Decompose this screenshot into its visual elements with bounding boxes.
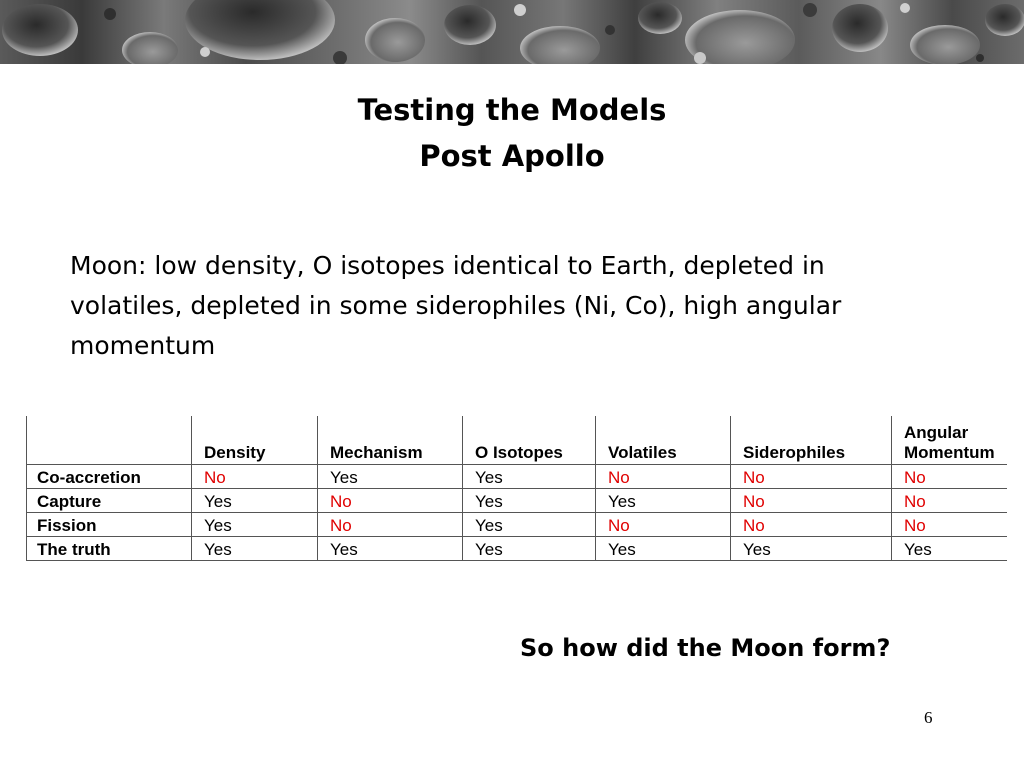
- table-header-cell: O Isotopes: [463, 416, 596, 465]
- table-cell: Yes: [596, 537, 731, 561]
- table-cell: Yes: [318, 465, 463, 489]
- table-cell: Yes: [463, 489, 596, 513]
- moon-surface-banner: [0, 0, 1024, 64]
- table-cell: Yes: [192, 537, 318, 561]
- moon-surface-image: [0, 0, 1024, 64]
- table-row-label: Capture: [27, 489, 192, 513]
- table-cell: Yes: [463, 537, 596, 561]
- table-cell: No: [318, 489, 463, 513]
- table-row-label: The truth: [27, 537, 192, 561]
- table-header-cell: Volatiles: [596, 416, 731, 465]
- table-header-cell: [27, 416, 192, 465]
- table-header-row: [27, 416, 1008, 465]
- table-cell: Yes: [463, 513, 596, 537]
- table-header-cell: Mechanism: [318, 416, 463, 465]
- table-row: [27, 537, 1008, 561]
- table-cell: No: [192, 465, 318, 489]
- table-row: [27, 513, 1008, 537]
- table-cell: Yes: [731, 537, 892, 561]
- table-cell: No: [731, 465, 892, 489]
- table-cell: Yes: [463, 465, 596, 489]
- model-comparison-table: [26, 416, 1007, 561]
- table-cell: No: [318, 513, 463, 537]
- table-row: [27, 489, 1008, 513]
- table-header-cell: Siderophiles: [731, 416, 892, 465]
- table-cell: No: [892, 513, 1008, 537]
- table-cell: No: [892, 465, 1008, 489]
- table-row-label: Co-accretion: [27, 465, 192, 489]
- table-row: [27, 465, 1008, 489]
- table-cell: Yes: [192, 489, 318, 513]
- table-cell: No: [731, 513, 892, 537]
- closing-question: So how did the Moon form?: [520, 634, 891, 662]
- slide-subtitle: Post Apollo: [419, 139, 605, 173]
- table-header-cell: Angular Momentum: [892, 416, 1008, 465]
- table-cell: Yes: [318, 537, 463, 561]
- table-cell: Yes: [596, 489, 731, 513]
- slide-title: Testing the Models: [357, 93, 667, 127]
- table-header-cell: Density: [192, 416, 318, 465]
- table-cell: Yes: [892, 537, 1008, 561]
- table-cell: No: [596, 465, 731, 489]
- table-cell: No: [596, 513, 731, 537]
- table-cell: No: [731, 489, 892, 513]
- page-number: 6: [924, 708, 933, 727]
- table-cell: No: [892, 489, 1008, 513]
- moon-properties-text: Moon: low density, O isotopes identical to Earth, depleted in volatiles, depleted in some siderophiles (Ni, Co), high angular momentum: [70, 251, 842, 360]
- table-cell: Yes: [192, 513, 318, 537]
- table-row-label: Fission: [27, 513, 192, 537]
